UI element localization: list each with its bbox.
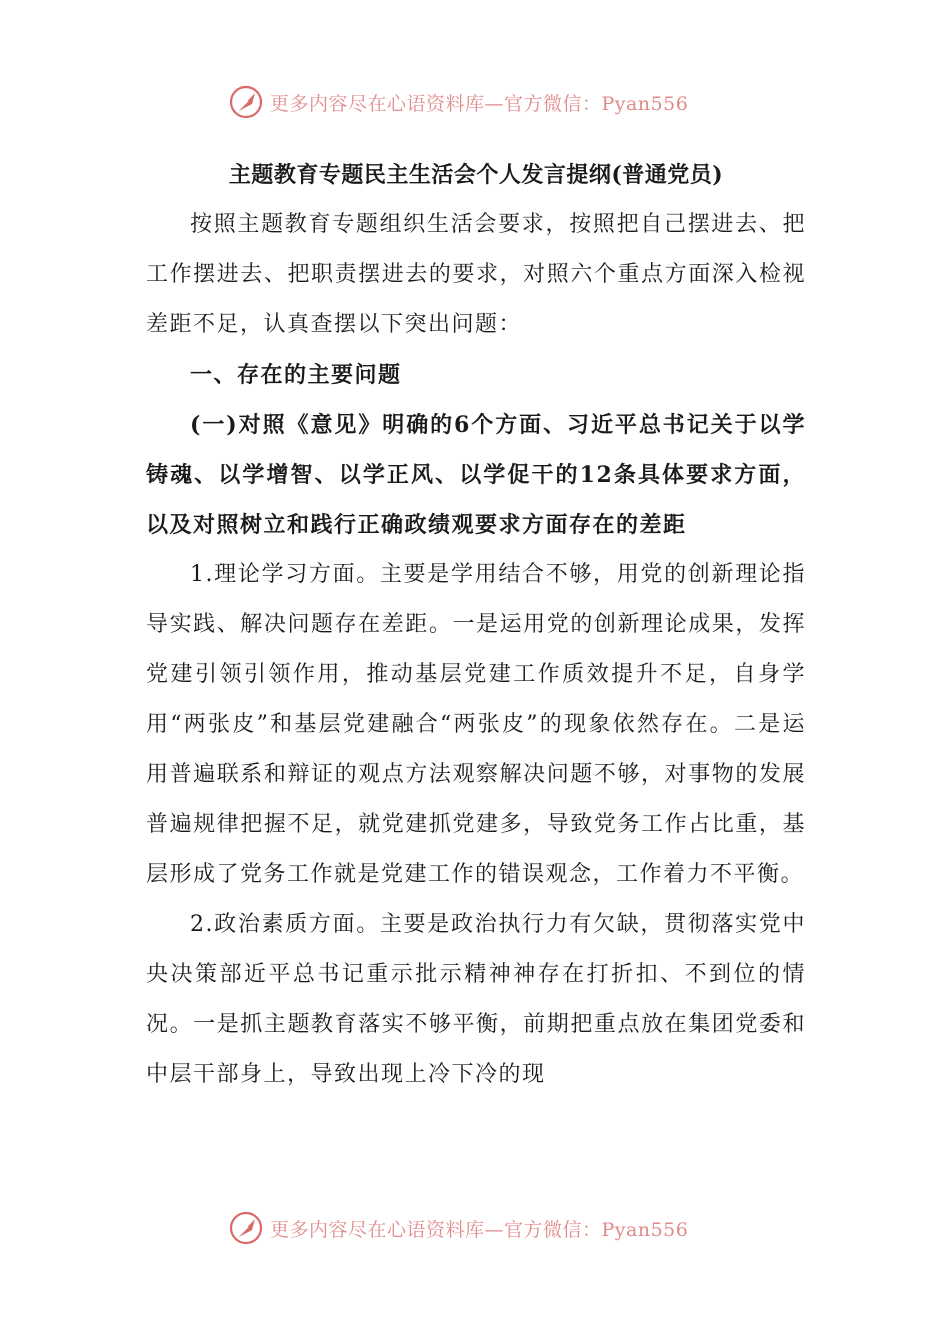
watermark-footer — [228, 1208, 688, 1248]
paragraph-political-quality: 2.政治素质方面。主要是政治执行力有欠缺，贯彻落实党中央决策部近平总书记重示批示精神神存在打折扣、不到位的情况。一是抓主题教育落实不够平衡，前期把重点放在集团党委和中层干部身上，导致出现上冷下冷的现 — [146, 912, 806, 1087]
section-heading: 一、存在的主要问题 — [190, 362, 402, 388]
document-body — [146, 150, 806, 1100]
document-title: 主题教育专题民主生活会个人发言提纲(普通党员) — [228, 162, 724, 188]
subsection-heading: (一)对照《意见》明确的6个方面、习近平总书记关于以学铸魂、以学增智、以学正风、以学促干的12条具体要求方面，以及对照树立和践行正确政绩观要求方面存在的差距 — [146, 412, 806, 538]
intro-paragraph: 按照主题教育专题组织生活会要求，按照把自己摆进去、把工作摆进去、把职责摆进去的要求，对照六个重点方面深入检视差距不足，认真查摆以下突出问题： — [146, 212, 806, 337]
watermark-text: 更多内容尽在心语资料库—官方微信：Pyan556 — [270, 1218, 689, 1241]
watermark-text: 更多内容尽在心语资料库—官方微信：Pyan556 — [270, 92, 689, 115]
quill-logo-icon — [228, 84, 264, 120]
paragraph-theory-study: 1.理论学习方面。主要是学用结合不够，用党的创新理论指导实践、解决问题存在差距。一是运用党的创新理论成果，发挥党建引领引领作用，推动基层党建工作质效提升不足，自身学用“两张皮”和基层党建融合“两张皮”的现象依然存在。二是运用普遍联系和辩证的观点方法观察解决问题不够，对事物的发展普遍规律把握不足，就党建抓党建多，导致党务工作占比重，基层形成了党务工作就是党建工作的错误观念，工作着力不平衡。 — [146, 562, 806, 887]
watermark-header — [228, 82, 688, 122]
quill-logo-icon — [228, 1210, 264, 1246]
